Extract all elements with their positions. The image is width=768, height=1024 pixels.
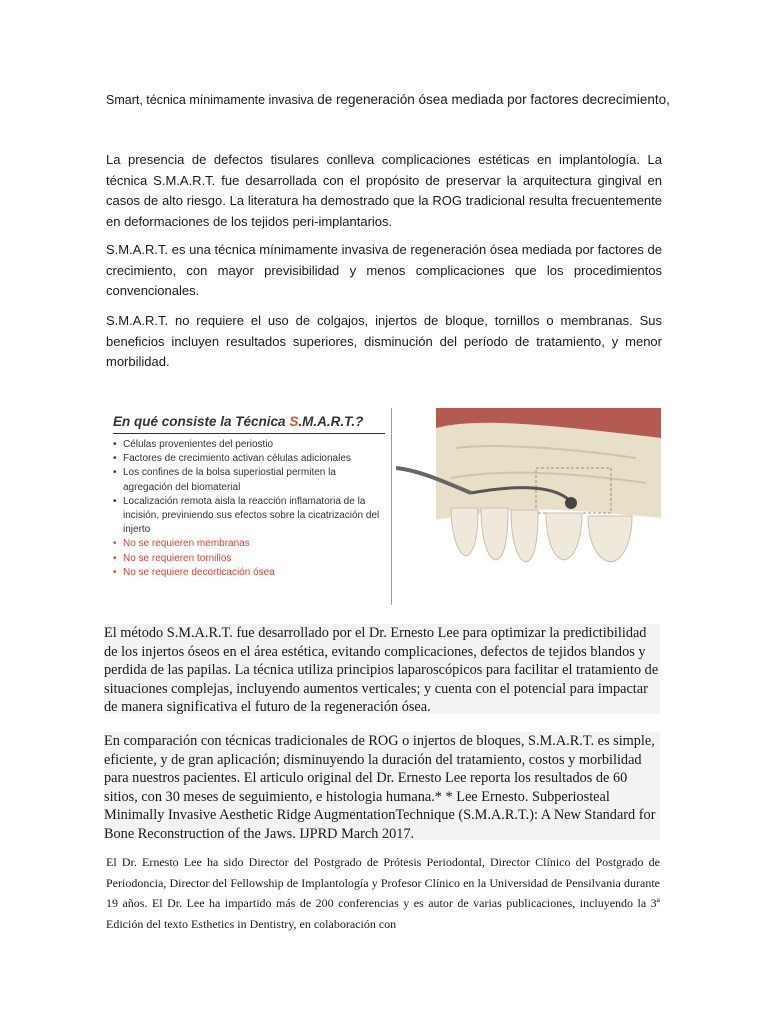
figure-bullet-red: • No se requieren membranas [113,537,388,551]
figure-bullet-red: • No se requiere decorticación ósea [113,566,388,580]
method-paragraph: El método S.M.A.R.T. fue desarrollado por el Dr. Ernesto Lee para optimizar la predictibilidad de los injertos óseos en el área estética, evitando complicaciones, defectos de tejidos blandos y perdida de las papilas. La técnica utiliza principios laparoscópicos para facilitar el tratamiento de situaciones complejas, incluyendo aumentos verticales; y cuenta con el potencial para impactar de manera significativa el futuro de la regeneración ósea. [104,625,659,715]
definition-paragraph: S.M.A.R.T. es una técnica mínimamente invasiva de regeneración ósea mediada por factores de crecimiento, con mayor previsibilidad y menos complicaciones que los procedimientos convencionales. [106,242,662,298]
benefits-paragraph: S.M.A.R.T. no requiere el uso de colgajos, injertos de bloque, tornillos o membranas. Sus beneficios incluyen resultados superiores, disminución del período de tratamiento, y menor morbilidad. [106,313,662,369]
figure-divider [391,408,392,605]
figure-bullet-list [113,438,388,580]
title-large-part: de regeneración ósea mediada por factores decrecimiento, [317,92,670,107]
figure-bullet-red: • No se requieren tornillos [113,552,388,566]
figure-title-prefix: En qué consiste la Técnica [113,414,290,429]
title-small-part: Smart, técnica mínimamente invasiva [106,93,318,107]
author-bio-paragraph: El Dr. Ernesto Lee ha sido Director del Postgrado de Prótesis Periodontal, Director Clínico del Postgrado de Periodoncia, Director del Fellowship de Implantología y Profesor Clínico en la Universidad de Pensilvania durante 19 años. El Dr. Lee ha impartido más de 200 conferencias y es autor de varias publicaciones, incluyendo la 3ª Edición del texto Esthetics in Dentistry, en colaboración con [106,855,660,931]
dental-illustration [396,408,661,605]
figure-bullet: • Factores de crecimiento activan células adicionales [113,452,388,466]
figure-title [113,414,363,429]
figure-title-underline [113,433,385,434]
figure-title-s: S [289,414,299,429]
smart-technique-figure [106,408,661,605]
comparison-paragraph: En comparación con técnicas tradicionales de ROG o injertos de bloques, S.M.A.R.T. es simple, eficiente, y de gran aplicación; disminuyendo la duración del tratamiento, costos y morbilidad para nuestros pacientes. El articulo original del Dr. Ernesto Lee reporta los resultados de 60 sitios, con 30 meses de seguimiento, e histologia humana.* * Lee Ernesto. Subperiosteal Minimally Invasive Aesthetic Ridge AugmentationTechnique (S.M.A.R.T.): A New Standard for Bone Reconstruction of the Jaws. IJPRD March 2017. [104,732,660,840]
intro-paragraph: La presencia de defectos tisulares conlleva complicaciones estéticas en implantología. La técnica S.M.A.R.T. fue desarrollada con el propósito de preservar la arquitectura gingival en casos de alto riesgo. La literatura ha demostrado que la ROG tradicional resulta frecuentemente en deformaciones de los tejidos peri-implantarios. [106,152,662,229]
figure-text-panel [106,408,388,605]
figure-title-suffix: .M.A.R.T.? [298,414,364,429]
figure-bullet: • Células provenientes del periostio [113,438,388,452]
document-title [106,92,686,107]
figure-bullet: • Localización remota aisla la reacción inflamatoria de la incisión, previniendo sus efectos sobre la cicatrización del injerto [113,495,388,538]
figure-bullet: • Los confines de la bolsa superiostial permiten la agregación del biomaterial [113,466,388,494]
